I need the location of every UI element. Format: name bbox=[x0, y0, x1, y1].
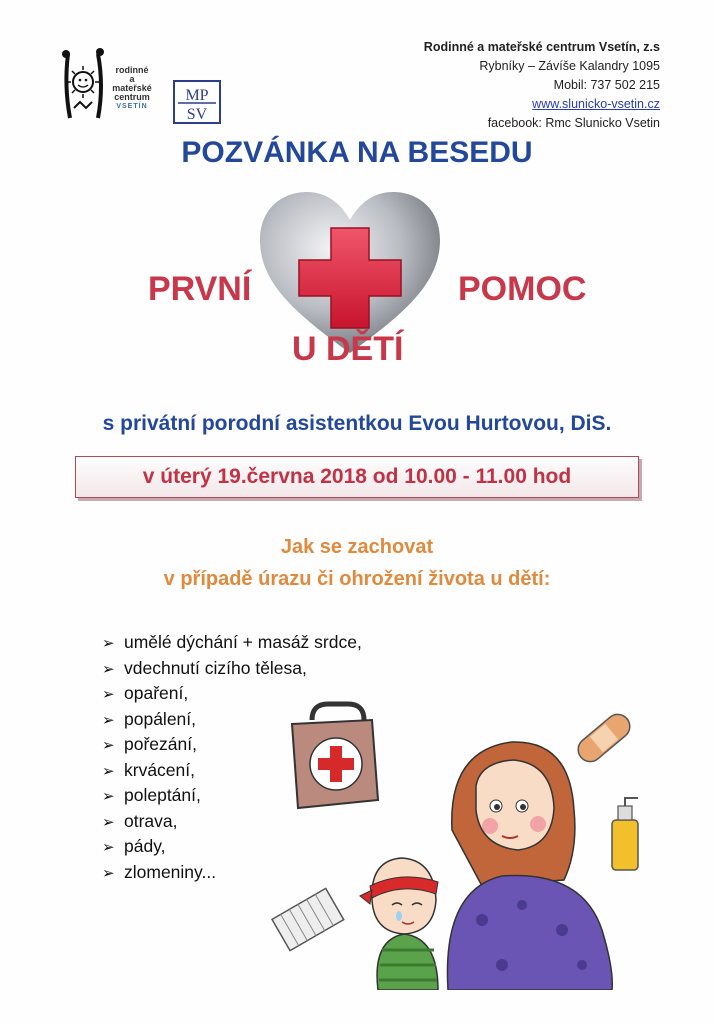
arrow-icon: ➢ bbox=[102, 737, 115, 754]
arrow-icon: ➢ bbox=[102, 660, 115, 678]
address: Rybníky – Závíše Kalandry 1095 bbox=[479, 59, 660, 73]
arrow-icon: ➢ bbox=[102, 711, 115, 729]
list-item: ➢ pády, bbox=[102, 834, 362, 860]
list-item: ➢ zlomeniny... bbox=[102, 860, 362, 886]
list-item: ➢ pořezání, bbox=[102, 732, 362, 758]
topic-word-u-deti: U DĚTÍ bbox=[292, 330, 404, 368]
svg-text:MP: MP bbox=[185, 87, 209, 104]
facebook: facebook: Rmc Slunicko Vsetin bbox=[487, 116, 660, 130]
topic-word-prvni: PRVNÍ bbox=[148, 270, 252, 308]
arrow-icon: ➢ bbox=[102, 864, 115, 882]
lecturer-line: s privátní porodní asistentkou Evou Hurtovou, DiS. bbox=[102, 412, 612, 435]
list-item: ➢ vdechnutí cizího tělesa, bbox=[102, 656, 362, 682]
gauze-roll-icon bbox=[272, 888, 344, 950]
arrow-icon: ➢ bbox=[102, 788, 115, 805]
arrow-icon: ➢ bbox=[102, 813, 115, 831]
arrow-icon: ➢ bbox=[102, 635, 115, 652]
list-item: ➢ krvácení, bbox=[102, 758, 362, 784]
contact-block bbox=[424, 38, 660, 133]
list-item: ➢ poleptání, bbox=[102, 783, 362, 809]
page-title: POZVÁNKA NA BESEDU bbox=[181, 136, 533, 169]
topic-word-pomoc: POMOC bbox=[458, 270, 587, 308]
svg-text:SV: SV bbox=[186, 106, 208, 123]
first-aid-illustration bbox=[252, 690, 674, 990]
list-item: ➢ opaření, bbox=[102, 681, 362, 707]
website-link[interactable]: www.slunicko-vsetin.cz bbox=[532, 97, 660, 111]
list-item: ➢ otrava, bbox=[102, 809, 362, 835]
mother-figure bbox=[447, 742, 612, 990]
plaster-icon bbox=[573, 710, 634, 767]
list-item: ➢ umělé dýchání + masáž srdce, bbox=[102, 630, 362, 656]
question-line-1: Jak se zachovat bbox=[280, 536, 434, 558]
logo-text: rodinné a mateřské centrum VSETÍN bbox=[112, 65, 152, 110]
phone: Mobil: 737 502 215 bbox=[553, 78, 660, 92]
first-aid-kit-icon bbox=[292, 704, 378, 808]
list-item: ➢ popálení, bbox=[102, 707, 362, 733]
arrow-icon: ➢ bbox=[102, 686, 115, 703]
bottle-icon bbox=[612, 798, 638, 870]
arrow-icon: ➢ bbox=[102, 762, 115, 780]
arrow-icon: ➢ bbox=[102, 839, 115, 856]
date-banner: v úterý 19.června 2018 od 10.00 - 11.00 hod bbox=[75, 456, 639, 498]
question-line-2: v případě úrazu či ohrožení života u dětí: bbox=[163, 568, 551, 590]
org-name: Rodinné a mateřské centrum Vsetín, z.s bbox=[423, 40, 660, 54]
child-figure bbox=[360, 858, 438, 990]
mpsv-logo-icon bbox=[173, 80, 221, 124]
